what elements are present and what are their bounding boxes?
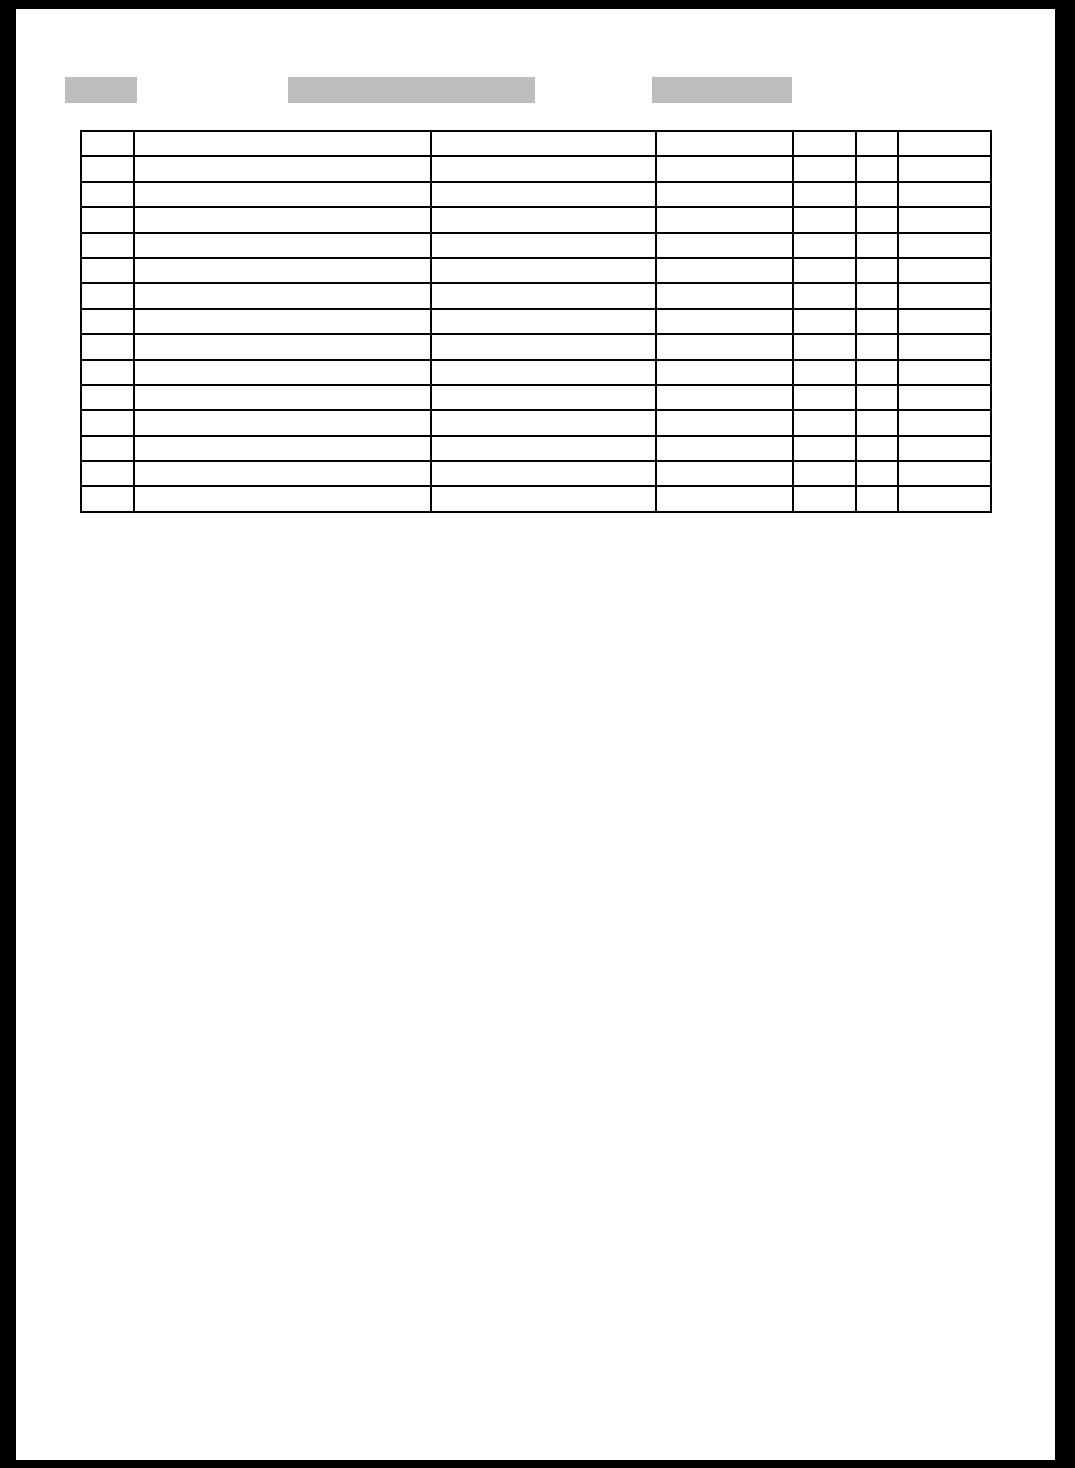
colour-cell [793,207,856,232]
name-cell [134,258,431,283]
position-cell [81,486,134,511]
sex-cell [856,233,898,258]
column-header-velocity [897,111,990,130]
table-row [81,309,991,334]
sex-cell [856,486,898,511]
date-box [652,77,792,103]
name-cell [134,436,431,461]
velocity-cell [898,182,991,207]
name-cell [134,156,431,181]
name-cell [134,207,431,232]
table-row [81,283,991,308]
ring-number-cell [656,410,793,435]
colour-cell [793,131,856,156]
club-cell [431,486,656,511]
velocity-cell [898,233,991,258]
ring-number-cell [656,360,793,385]
club-cell [431,233,656,258]
club-cell [431,385,656,410]
ring-number-cell [656,385,793,410]
name-cell [134,131,431,156]
club-cell [431,131,656,156]
club-cell [431,334,656,359]
position-cell [81,233,134,258]
spacer [16,103,1055,111]
name-cell [134,410,431,435]
ring-number-cell [656,182,793,207]
colour-cell [793,233,856,258]
sex-cell [856,334,898,359]
sex-cell [856,385,898,410]
velocity-cell [898,385,991,410]
sex-cell [856,436,898,461]
velocity-cell [898,131,991,156]
table-row [81,207,991,232]
club-cell [431,360,656,385]
name-cell [134,360,431,385]
velocity-cell [898,461,991,486]
name-cell [134,385,431,410]
sex-cell [856,258,898,283]
club-cell [431,258,656,283]
table-row [81,334,991,359]
sex-cell [856,309,898,334]
velocity-cell [898,334,991,359]
name-cell [134,283,431,308]
table-row [81,436,991,461]
table-row [81,258,991,283]
velocity-cell [898,258,991,283]
table-row [81,410,991,435]
colour-cell [793,461,856,486]
colour-cell [793,410,856,435]
ring-number-cell [656,258,793,283]
sex-cell [856,410,898,435]
table-row [81,461,991,486]
name-cell [134,461,431,486]
colour-cell [793,360,856,385]
ring-number-cell [656,283,793,308]
colour-cell [793,486,856,511]
position-cell [81,309,134,334]
position-cell [81,360,134,385]
section-name-box [65,77,137,103]
velocity-cell [898,410,991,435]
velocity-cell [898,309,991,334]
colour-cell [793,283,856,308]
table-row [81,131,991,156]
club-cell [431,283,656,308]
race-name-box [288,77,535,103]
name-cell [134,233,431,258]
results-table [80,130,992,513]
position-cell [81,207,134,232]
club-cell [431,436,656,461]
club-cell [431,156,656,181]
position-cell [81,258,134,283]
club-cell [431,207,656,232]
velocity-cell [898,156,991,181]
position-cell [81,283,134,308]
ring-number-cell [656,334,793,359]
table-row [81,385,991,410]
club-cell [431,309,656,334]
velocity-cell [898,486,991,511]
page-title [16,9,1055,31]
colour-cell [793,182,856,207]
ring-number-cell [656,156,793,181]
sex-cell [856,131,898,156]
table-row [81,233,991,258]
position-cell [81,385,134,410]
column-header-col [792,111,855,130]
position-cell [81,436,134,461]
name-cell [134,182,431,207]
ring-number-cell [656,461,793,486]
velocity-cell [898,283,991,308]
colour-cell [793,436,856,461]
table-row [81,182,991,207]
ring-number-cell [656,486,793,511]
sections-container [16,53,1055,513]
section-header-labels [16,53,1055,71]
name-cell [134,334,431,359]
colour-cell [793,156,856,181]
column-header-ring-number [655,111,792,130]
sex-cell [856,207,898,232]
name-cell [134,309,431,334]
velocity-cell [898,207,991,232]
ring-number-cell [656,436,793,461]
ring-number-cell [656,309,793,334]
column-header-name [133,111,430,130]
table-row [81,486,991,511]
table-row [81,360,991,385]
sex-cell [856,360,898,385]
column-headers-row [80,111,990,130]
sex-cell [856,461,898,486]
ring-number-cell [656,131,793,156]
club-cell [431,410,656,435]
club-cell [431,461,656,486]
section-block [16,53,1055,513]
position-cell [81,410,134,435]
name-cell [134,486,431,511]
sex-cell [856,156,898,181]
ring-number-cell [656,207,793,232]
colour-cell [793,334,856,359]
sex-cell [856,283,898,308]
velocity-cell [898,360,991,385]
club-cell [431,182,656,207]
colour-cell [793,258,856,283]
spacer [16,31,1055,53]
velocity-cell [898,436,991,461]
results-sheet-page [16,9,1055,1460]
sex-cell [856,182,898,207]
column-header-club [430,111,655,130]
column-header-position [68,111,121,130]
footer [16,517,1055,537]
column-header-s [855,111,897,130]
section-header-values [16,77,1055,103]
colour-cell [793,385,856,410]
table-row [81,156,991,181]
colour-cell [793,309,856,334]
position-cell [81,334,134,359]
position-cell [81,156,134,181]
position-cell [81,182,134,207]
ring-number-cell [656,233,793,258]
position-cell [81,461,134,486]
position-cell [81,131,134,156]
